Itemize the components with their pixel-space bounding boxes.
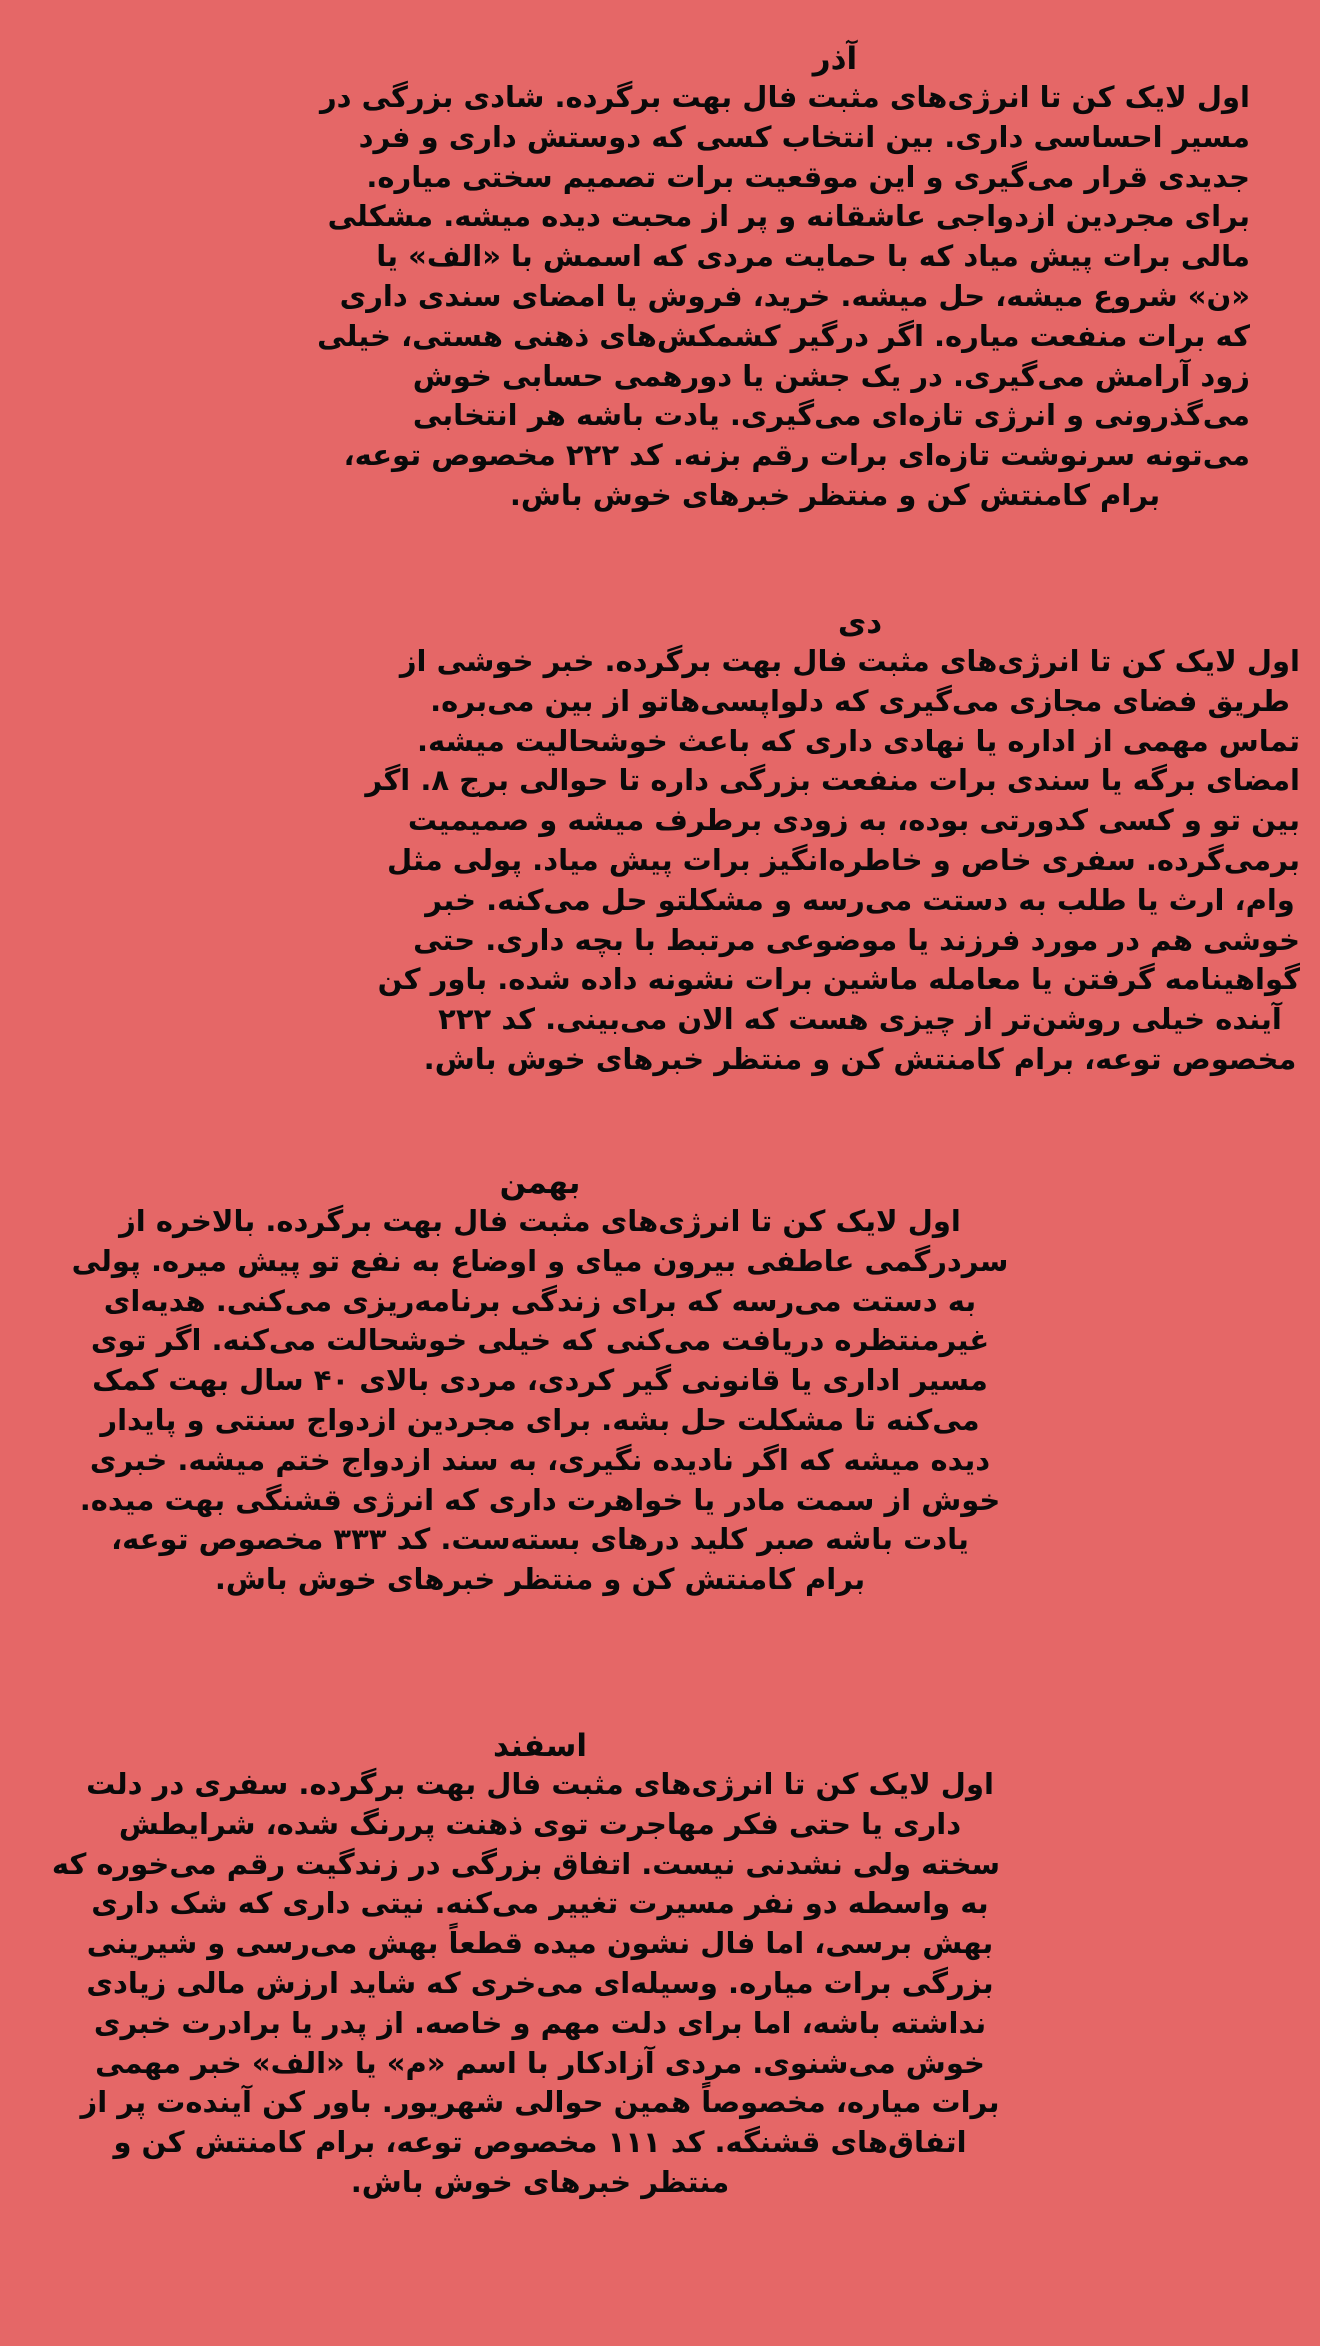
section-dey xyxy=(365,604,1300,1080)
text-line: اول لایک کن تا انرژی‌های مثبت فال بهت برگرده. بالاخره از xyxy=(119,1204,961,1238)
text-line: وام، ارث یا طلب به دستت می‌رسه و مشکلتو حل می‌کنه. خبر xyxy=(425,882,1295,917)
text-line: مسیر اداری یا قانونی گیر کردی، مردی بالای ۴۰ سال بهت کمک xyxy=(92,1363,988,1398)
text-line: خوش از سمت مادر یا خواهرت داری که انرژی قشنگی بهت میده. xyxy=(79,1482,1001,1517)
section-esfand xyxy=(51,1727,1000,2203)
text-line: امضای برگه یا سندی برات منفعت بزرگی داره تا حوالی برج ۸. اگر xyxy=(365,763,1300,798)
text-line: برات میاره، مخصوصاً همین حوالی شهریور. باور کن آینده‌ت پر از xyxy=(80,2085,1000,2120)
section-title-dey: دی xyxy=(837,605,883,641)
text-line: برمی‌گرده. سفری خاص و خاطره‌انگیز برات پیش میاد. پولی مثل xyxy=(387,842,1300,877)
text-line: می‌تونه سرنوشت تازه‌ای برات رقم بزنه. کد ۲۲۲ مخصوص توعه، xyxy=(343,438,1250,473)
section-body-azar xyxy=(317,78,1250,516)
section-bahman xyxy=(40,1164,1040,1600)
text-line: به واسطه دو نفر مسیرت تغییر می‌کنه. نیتی داری که شک داری xyxy=(91,1886,989,1921)
text-line: می‌کنه تا مشکلت حل بشه. برای مجردین ازدواج سنتی و پایدار xyxy=(100,1402,980,1437)
text-line: اول لایک کن تا انرژی‌های مثبت فال بهت برگرده. خبر خوشی از xyxy=(399,644,1300,678)
text-line: به دستت می‌رسه که برای زندگی برنامه‌ریزی می‌کنی. هدیه‌ای xyxy=(103,1283,977,1318)
text-line: «ن» شروع میشه، حل میشه. خرید، فروش یا امضای سندی داری xyxy=(339,278,1250,313)
section-body-bahman xyxy=(40,1202,1040,1600)
text-line: طریق فضای مجازی می‌گیری که دلواپسی‌هاتو از بین می‌بره. xyxy=(430,683,1290,718)
text-line: آینده خیلی روشن‌تر از چیزی هست که الان می‌بینی. کد ۲۲۲ xyxy=(438,1002,1282,1037)
text-line: خوشی هم در مورد فرزند یا موضوعی مرتبط با بچه داری. حتی xyxy=(413,922,1300,957)
text-line: گواهینامه گرفتن یا معامله ماشین برات نشونه داده شده. باور کن xyxy=(377,962,1300,997)
text-line: مخصوص توعه، برام کامنتش کن و منتظر خبرهای خوش باش. xyxy=(423,1041,1297,1076)
text-line: مسیر احساسی داری. بین انتخاب کسی که دوستش داری و فرد xyxy=(358,119,1250,154)
text-line: داری یا حتی فکر مهاجرت توی ذهنت پررنگ شده، شرایطش xyxy=(118,1806,962,1841)
text-line: منتظر خبرهای خوش باش. xyxy=(350,2164,730,2199)
text-line: غیرمنتظره دریافت می‌کنی که خیلی خوشحالت می‌کنه. اگر توی xyxy=(90,1323,990,1358)
text-line: یادت باشه صبر کلید درهای بسته‌ست. کد ۳۳۳ مخصوص توعه، xyxy=(111,1522,969,1557)
section-body-esfand xyxy=(51,1765,1000,2203)
text-line: سردرگمی عاطفی بیرون میای و اوضاع به نفع تو پیش میره. پولی xyxy=(71,1243,1009,1278)
section-azar xyxy=(317,40,1250,516)
text-line: نداشته باشه، اما برای دلت مهم و خاصه. از پدر یا برادرت خبری xyxy=(93,2005,987,2040)
text-line: برای مجردین ازدواجی عاشقانه و پر از محبت دیده میشه. مشکلی xyxy=(327,199,1250,234)
text-line: دیده میشه که اگر نادیده نگیری، به سند ازدواج ختم میشه. خبری xyxy=(89,1442,991,1477)
text-line: زود آرامش می‌گیری. در یک جشن یا دورهمی حسابی خوش xyxy=(412,358,1250,393)
text-line: برام کامنتش کن و منتظر خبرهای خوش باش. xyxy=(509,477,1161,512)
text-line: اول لایک کن تا انرژی‌های مثبت فال بهت برگرده. سفری در دلت xyxy=(86,1767,994,1801)
text-line: اول لایک کن تا انرژی‌های مثبت فال بهت برگرده. شادی بزرگی در xyxy=(319,80,1250,114)
text-line: که برات منفعت میاره. اگر درگیر کشمکش‌های ذهنی هستی، خیلی xyxy=(317,318,1250,353)
text-line: جدیدی قرار می‌گیری و این موقعیت برات تصمیم سختی میاره. xyxy=(366,159,1250,194)
text-line: اتفاق‌های قشنگه. کد ۱۱۱ مخصوص توعه، برام کامنتش کن و xyxy=(113,2125,967,2160)
text-line: سخته ولی نشدنی نیست. اتفاق بزرگی در زندگیت رقم می‌خوره که xyxy=(51,1846,1000,1881)
text-line: خوش می‌شنوی. مردی آزادکار با اسم «م» یا «الف» خبر مهمی xyxy=(95,2045,985,2080)
text-line: تماس مهمی از اداره یا نهادی داری که باعث خوشحالیت میشه. xyxy=(416,723,1300,758)
text-line: بهش برسی، اما فال نشون میده قطعاً بهش می‌رسی و شیرینی xyxy=(86,1926,994,1961)
text-line: بزرگی برات میاره. وسیله‌ای می‌خری که شاید ارزش مالی زیادی xyxy=(86,1965,994,2000)
section-title-azar: آذر xyxy=(812,41,858,77)
text-line: می‌گذرونی و انرژی تازه‌ای می‌گیری. یادت باشه هر انتخابی xyxy=(412,398,1250,433)
section-title-esfand: اسفند xyxy=(493,1728,587,1764)
text-line: برام کامنتش کن و منتظر خبرهای خوش باش. xyxy=(214,1562,866,1597)
section-title-bahman: بهمن xyxy=(499,1165,581,1201)
text-line: بین تو و کسی کدورتی بوده، به زودی برطرف میشه و صمیمیت xyxy=(407,803,1300,838)
section-body-dey xyxy=(365,642,1300,1080)
text-line: مالی برات پیش میاد که با حمایت مردی که اسمش با «الف» یا xyxy=(376,239,1250,274)
